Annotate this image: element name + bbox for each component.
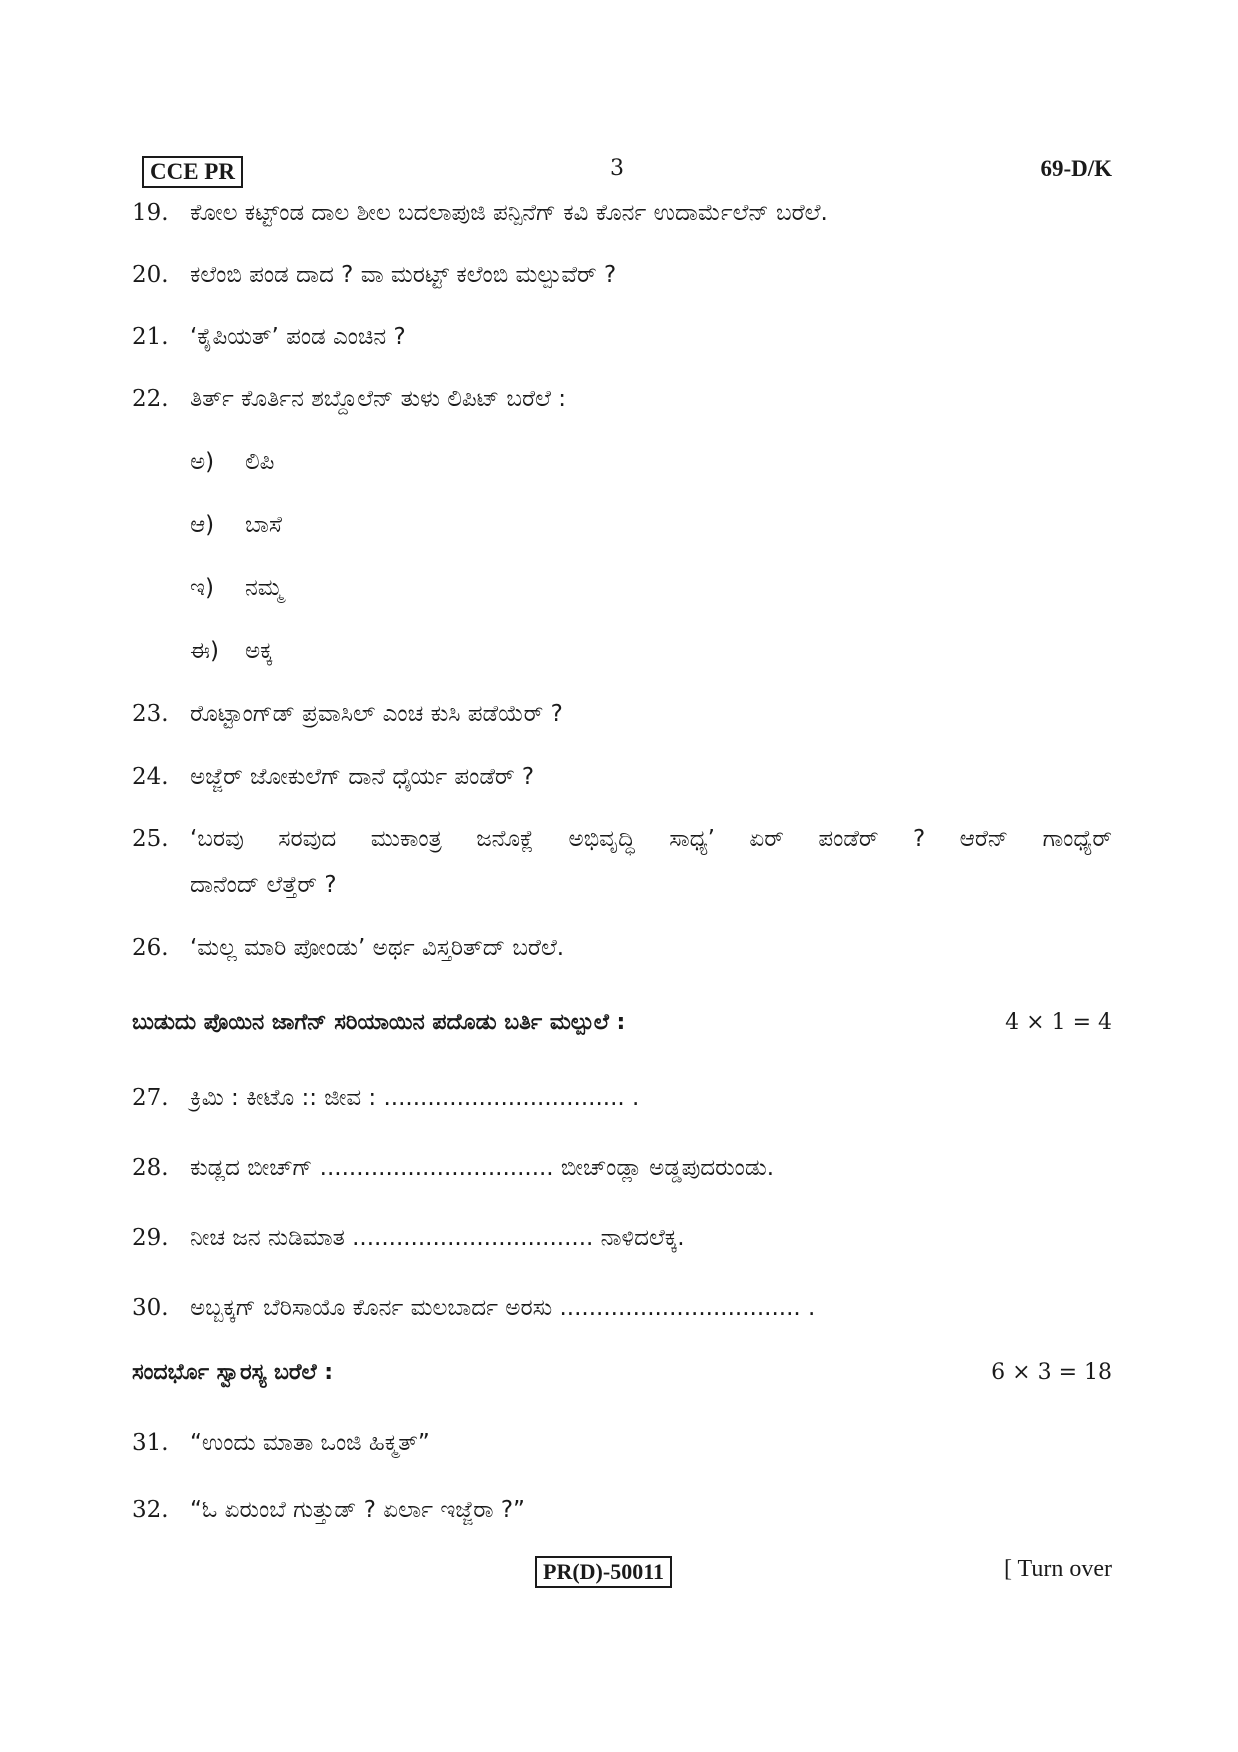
turn-over: [ Turn over bbox=[1003, 1556, 1112, 1582]
option-c bbox=[190, 573, 283, 603]
question-28 bbox=[132, 1153, 1112, 1183]
question-number: 31. bbox=[132, 1430, 169, 1456]
question-text: ರೊಟ್ಟಾಂಗ್‌ಡ್ ಪ್ರವಾಸಿಲ್ ಎಂಚ ಕುಸಿ ಪಡೆಯೆರ್ ? bbox=[190, 701, 563, 727]
question-32 bbox=[132, 1495, 1112, 1525]
question-text: ‘ಕೈಪಿಯತ್’ ಪಂಡ ಎಂಚಿನ ? bbox=[190, 324, 406, 350]
option-label: ಇ) bbox=[190, 575, 214, 601]
section-heading-context: ಸಂದರ್ಭೊ ಸ್ವಾರಸ್ಯ ಬರೆಲೆ : bbox=[132, 1360, 334, 1385]
question-25-line-2: ದಾನೆಂದ್ ಲೆತ್ತೆರ್ ? bbox=[190, 872, 337, 898]
question-text: ಕಲೆಂಬಿ ಪಂಡ ದಾದ ? ವಾ ಮರಟ್ಟ್ ಕಲೆಂಬಿ ಮಲ್ಪುವೆರ್ ? bbox=[190, 262, 617, 288]
word: ಗಾಂಧ್ಯೆರ್ bbox=[1042, 826, 1112, 852]
question-number: 19. bbox=[132, 200, 169, 226]
question-number: 23. bbox=[132, 701, 169, 727]
question-number: 30. bbox=[132, 1295, 169, 1321]
question-number: 24. bbox=[132, 764, 169, 790]
question-text: ಅಜ್ಜೆರ್ ಜೋಕುಲೆಗ್ ದಾನೆ ಧೈರ್ಯ ಪಂಡೆರ್ ? bbox=[190, 764, 535, 790]
paper-code: 69-D/K bbox=[1040, 156, 1112, 181]
word: ಸಾಧ್ಯ’ bbox=[669, 826, 715, 852]
question-19 bbox=[132, 198, 1112, 228]
section-marks: 4 × 1 = 4 bbox=[1005, 1010, 1112, 1035]
question-number: 26. bbox=[132, 935, 169, 961]
header-left-box: CCE PR bbox=[142, 156, 243, 188]
question-number: 25. bbox=[132, 826, 169, 852]
question-31 bbox=[132, 1428, 1112, 1458]
question-number: 22. bbox=[132, 386, 169, 412]
question-23 bbox=[132, 699, 1112, 729]
word: ಏರ್ bbox=[749, 826, 784, 852]
question-text: ‘ಮಲ್ಲ ಮಾರಿ ಪೋಂಡು’ ಅರ್ಥ ವಿಸ್ತರಿತ್‌ದ್ ಬರೆಲೆ. bbox=[190, 935, 565, 961]
footer-code-box: PR(D)-50011 bbox=[535, 1556, 672, 1588]
question-text: “ಓ ಏರುಂಬೆ ಗುತ್ತುಡ್ ? ಏರ್ಲಾ ಇಜ್ಜೆರಾ ?” bbox=[190, 1497, 525, 1523]
question-20 bbox=[132, 260, 1112, 290]
word: ಸರವುದ bbox=[278, 826, 337, 852]
question-22 bbox=[132, 384, 1112, 414]
option-a bbox=[190, 447, 274, 477]
option-text: ನಮ್ಮ bbox=[245, 575, 283, 601]
question-21 bbox=[132, 322, 1112, 352]
question-number: 32. bbox=[132, 1497, 169, 1523]
option-d bbox=[190, 636, 273, 666]
question-text: “ಉಂದು ಮಾತಾ ಒಂಜಿ ಹಿಕ್ಮತ್” bbox=[190, 1430, 430, 1456]
option-label: ಈ) bbox=[190, 638, 219, 664]
question-text: ಅಬ್ಬಕ್ಕಗ್ ಬೆರಿಸಾಯೊ ಕೊರ್ನ ಮಲಬಾರ್ದ ಅರಸು ................................. . bbox=[190, 1295, 816, 1321]
question-26 bbox=[132, 933, 1112, 963]
option-b bbox=[190, 510, 282, 540]
question-number: 21. bbox=[132, 324, 169, 350]
question-24 bbox=[132, 762, 1112, 792]
word: ಆರೆನ್ bbox=[959, 826, 1009, 852]
question-number: 27. bbox=[132, 1085, 169, 1111]
word: ಮುಕಾಂತ್ರ bbox=[370, 826, 442, 852]
option-label: ಅ) bbox=[190, 449, 215, 475]
question-number: 28. bbox=[132, 1155, 169, 1181]
option-text: ಲಿಪಿ bbox=[245, 449, 275, 475]
question-27 bbox=[132, 1083, 1112, 1113]
option-text: ಅಕ್ಕ bbox=[245, 638, 273, 664]
word: ಅಭಿವೃದ್ಧಿ bbox=[568, 826, 635, 852]
word: ‘ಬರವು bbox=[190, 826, 244, 852]
question-30 bbox=[132, 1293, 1112, 1323]
section-heading-fill-blanks: ಬುಡುದು ಪೊಯಿನ ಜಾಗೆನ್ ಸರಿಯಾಯಿನ ಪದೊಡು ಬರ್ತಿ ಮಲ್ಪುಲೆ : bbox=[132, 1010, 626, 1035]
question-text: ತಿರ್ತ್ ಕೊರ್ತಿನ ಶಬ್ದೊಲೆನ್ ತುಳು ಲಿಪಿಟ್ ಬರೆಲೆ : bbox=[190, 386, 566, 412]
word: ? bbox=[912, 826, 926, 852]
question-text: ನೀಚ ಜನ ನುಡಿಮಾತ ................................. ನಾಳಿದಲೆಕ್ಕ. bbox=[190, 1225, 685, 1251]
question-number: 20. bbox=[132, 262, 169, 288]
option-label: ಆ) bbox=[190, 512, 215, 538]
question-text: ಕ್ರಿಮಿ : ಕೀಟೊ :: ಜೀವ : ................................. . bbox=[190, 1085, 640, 1111]
question-29 bbox=[132, 1223, 1112, 1253]
option-text: ಬಾಸೆ bbox=[245, 512, 282, 538]
word: ಪಂಡೆರ್ bbox=[818, 826, 879, 852]
question-text: ಕುಡ್ಲದ ಬೀಚ್‌ಗ್ ................................ ಬೀಚ್‌ಂಡ್ಲಾ ಅಡ್ಡಪುದರುಂಡು. bbox=[190, 1155, 775, 1181]
question-number: 29. bbox=[132, 1225, 169, 1251]
word: ಜನೊಕ್ಲೆ bbox=[476, 826, 535, 852]
question-text: ಕೋಲ ಕಟ್ಟ್ಂಡ ದಾಲ ಶೀಲ ಬದಲಾಪುಜಿ ಪನ್ಪಿನೆಗ್ ಕವಿ ಕೊರ್ನ ಉದಾರ್ಮೆಲೆನ್ ಬರೆಲೆ. bbox=[190, 200, 828, 226]
section-marks: 6 × 3 = 18 bbox=[991, 1360, 1112, 1385]
question-25-line-1 bbox=[190, 824, 1112, 854]
page-number: 3 bbox=[610, 156, 624, 181]
